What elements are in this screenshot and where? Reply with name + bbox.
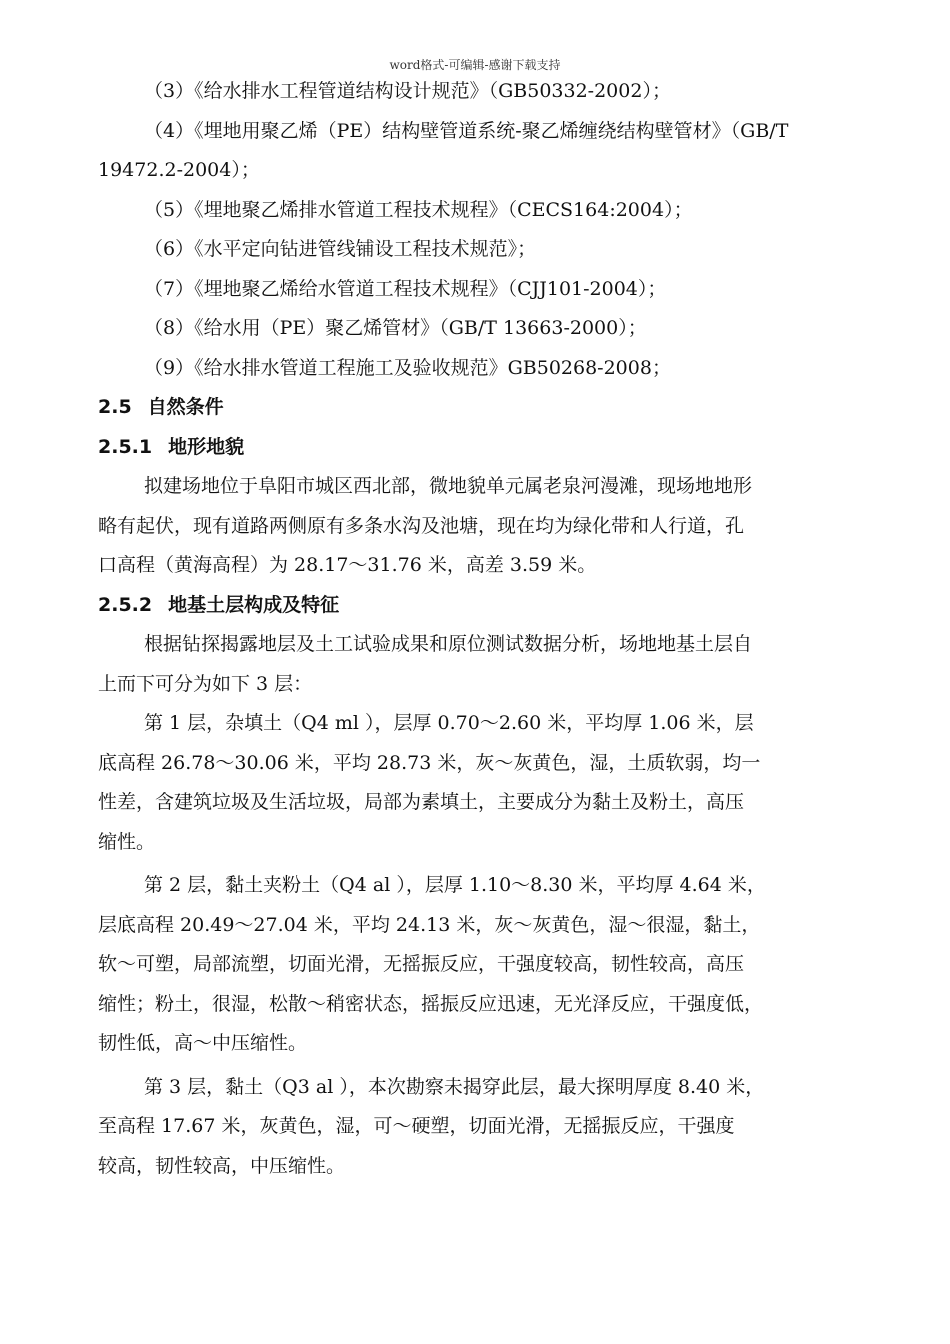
paragraph-line: 缩性。 bbox=[98, 830, 156, 853]
paragraph-line: 底高程 26.78～30.06 米，平均 28.73 米，灰～灰黄色，湿，土质软弱，均一 bbox=[98, 751, 761, 774]
section-number: 2.5 bbox=[98, 396, 132, 418]
section-title: 地基土层构成及特征 bbox=[168, 593, 340, 616]
terrain-paragraph bbox=[98, 467, 860, 586]
reference-item: （6）《水平定向钻进管线铺设工程技术规范》； bbox=[144, 238, 537, 260]
section-number: 2.5.1 bbox=[98, 435, 153, 458]
reference-item: （5）《埋地聚乙烯排水管道工程技术规程》（CECS164:2004）； bbox=[144, 198, 693, 221]
section-heading-2-5 bbox=[98, 388, 860, 428]
paragraph-line: 拟建场地位于阜阳市城区西北部，微地貌单元属老泉河漫滩，现场地地形 bbox=[144, 475, 753, 497]
paragraph-line: 口高程（黄海高程）为 28.17～31.76 米，高差 3.59 米。 bbox=[98, 554, 597, 576]
layer-1-paragraph bbox=[98, 704, 860, 862]
reference-item: （9）《给水排水管道工程施工及验收规范》GB50268-2008； bbox=[144, 356, 671, 379]
soil-intro-paragraph bbox=[98, 625, 860, 704]
section-heading-2-5-1 bbox=[98, 428, 860, 468]
paragraph-line: 性差，含建筑垃圾及生活垃圾，局部为素填土，主要成分为黏土及粉土，高压 bbox=[98, 791, 745, 813]
section-heading-2-5-2 bbox=[98, 586, 860, 626]
paragraph-line: 韧性低，高～中压缩性。 bbox=[98, 1032, 308, 1054]
paragraph-line: 第 1 层，杂填土（Q4 ml ），层厚 0.70～2.60 米，平均厚 1.06 米，层 bbox=[144, 712, 754, 734]
paragraph-line: 第 3 层，黏土（Q3 al ），本次勘察未揭穿此层，最大探明厚度 8.40 米， bbox=[144, 1075, 765, 1098]
page-header: word格式-可编辑-感谢下载支持 bbox=[389, 58, 561, 72]
reference-list bbox=[98, 72, 860, 388]
document-body bbox=[98, 72, 860, 1186]
paragraph-line: 软～可塑，局部流塑，切面光滑，无摇振反应，干强度较高，韧性较高，高压 bbox=[98, 953, 745, 975]
paragraph-line: 层底高程 20.49～27.04 米，平均 24.13 米，灰～灰黄色，湿～很湿，黏土， bbox=[98, 913, 761, 936]
paragraph-line: 较高，韧性较高，中压缩性。 bbox=[98, 1154, 346, 1177]
paragraph-line: 至高程 17.67 米，灰黄色，湿，可～硬塑，切面光滑，无摇振反应，干强度 bbox=[98, 1115, 735, 1137]
reference-item: （3）《给水排水工程管道结构设计规范》（GB50332-2002）； bbox=[144, 80, 671, 102]
paragraph-line: 第 2 层，黏土夹粉土（Q4 al ），层厚 1.10～8.30 米，平均厚 4.64 米， bbox=[144, 874, 766, 896]
layer-2-paragraph bbox=[98, 866, 860, 1064]
reference-item-continuation: 19472.2-2004）； bbox=[98, 159, 260, 181]
reference-item: （7）《埋地聚乙烯给水管道工程技术规程》（CJJ101-2004）； bbox=[144, 277, 667, 300]
paragraph-line: 上而下可分为如下 3 层： bbox=[98, 672, 313, 695]
reference-item: （8）《给水用（PE）聚乙烯管材》（GB/T 13663-2000）； bbox=[144, 317, 647, 339]
section-number: 2.5.2 bbox=[98, 593, 153, 616]
section-title: 地形地貌 bbox=[168, 435, 245, 458]
reference-item: （4）《埋地用聚乙烯（PE）结构壁管道系统-聚乙烯缠绕结构壁管材》（GB/T bbox=[144, 119, 789, 142]
paragraph-line: 缩性；粉土，很湿，松散～稍密状态，摇振反应迅速，无光泽反应，干强度低， bbox=[98, 992, 764, 1015]
layer-3-paragraph bbox=[98, 1068, 860, 1187]
paragraph-line: 根据钻探揭露地层及土工试验成果和原位测试数据分析，场地地基土层自 bbox=[144, 633, 753, 655]
paragraph-line: 略有起伏，现有道路两侧原有多条水沟及池塘，现在均为绿化带和人行道，孔 bbox=[98, 514, 745, 537]
section-title: 自然条件 bbox=[147, 396, 224, 418]
